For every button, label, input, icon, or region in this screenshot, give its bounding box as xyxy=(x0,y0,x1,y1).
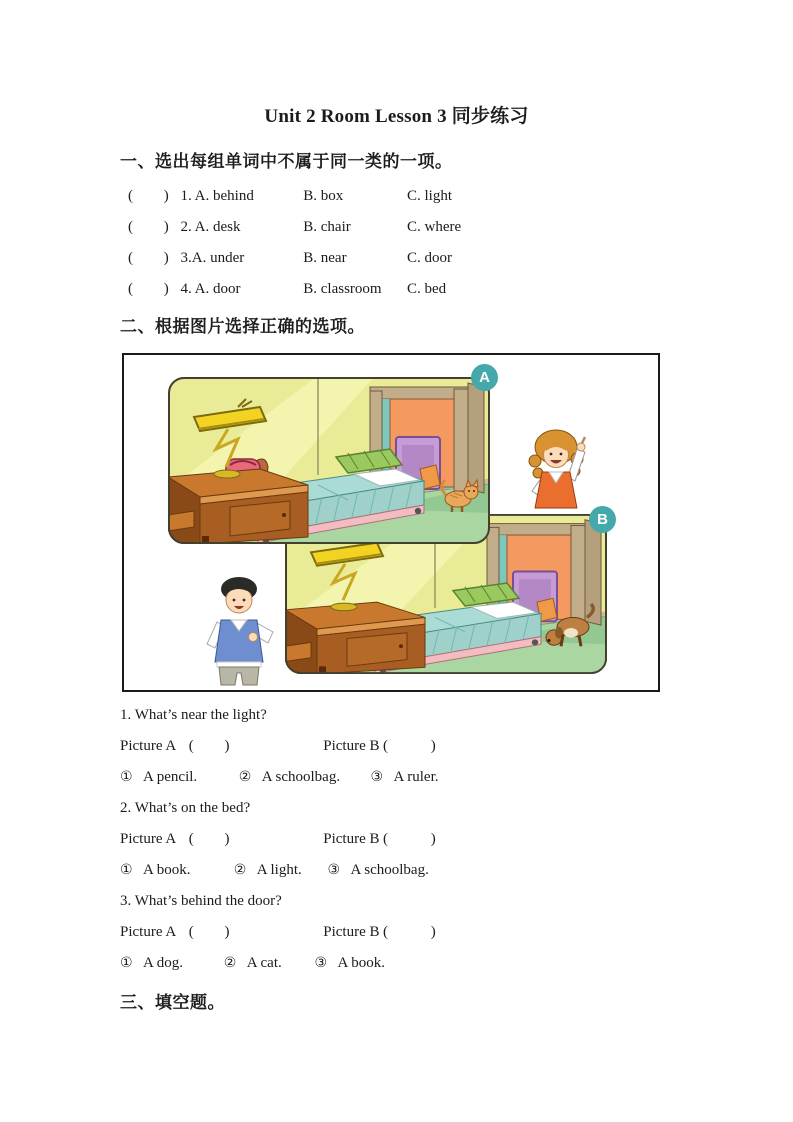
lamp-base xyxy=(331,603,357,611)
word-choice-row xyxy=(120,243,680,274)
choice-3-text: A book. xyxy=(337,955,386,971)
choice-1-marker: ① xyxy=(120,955,133,971)
option-b: B. classroom xyxy=(303,281,382,297)
picture-b-label: Picture B xyxy=(323,831,380,847)
choice-2-text: A cat. xyxy=(246,955,282,971)
answer-paren-close: ) xyxy=(163,188,169,204)
option-c: C. bed xyxy=(407,281,447,297)
answer-paren-open: ( xyxy=(128,281,133,297)
picture-a-label: Picture A xyxy=(120,738,177,754)
choice-1 xyxy=(120,762,235,793)
option-a: 3.A. under xyxy=(180,250,245,266)
choice-3 xyxy=(371,762,439,793)
choice-2-text: A schoolbag. xyxy=(261,769,341,785)
picture-a-paren-close: ) xyxy=(224,738,230,754)
word-choice-row xyxy=(120,274,680,305)
boy-standing xyxy=(207,577,273,685)
picture-b-label: Picture B xyxy=(323,738,380,754)
choice-3-text: A ruler. xyxy=(393,769,439,785)
choice-3 xyxy=(328,855,429,886)
picture-b-paren-close: ) xyxy=(430,831,436,847)
room-a-illustration xyxy=(168,377,490,544)
picture-a-label: Picture A xyxy=(120,831,177,847)
door-leaf xyxy=(468,383,484,493)
choice-3-marker: ③ xyxy=(370,769,384,785)
choice-1 xyxy=(120,855,230,886)
boy-character xyxy=(197,574,283,688)
choice-1-text: A pencil. xyxy=(143,769,198,785)
section-one-rows xyxy=(120,181,680,305)
option-b: B. box xyxy=(303,188,344,204)
answer-line xyxy=(120,731,700,762)
option-c: C. where xyxy=(407,219,462,235)
answer-paren-open: ( xyxy=(128,250,133,266)
choice-1-text: A book. xyxy=(143,862,191,878)
answer-paren-close: ) xyxy=(163,219,169,235)
options-line xyxy=(120,948,700,979)
girl-character xyxy=(520,425,594,509)
choice-2 xyxy=(239,762,367,793)
picture-b-label: Picture B xyxy=(323,924,380,940)
picture-b-paren-open: ( xyxy=(383,738,388,754)
picture-b-paren-open: ( xyxy=(383,924,388,940)
answer-line xyxy=(120,824,700,855)
choice-3-text: A schoolbag. xyxy=(350,862,429,878)
choice-1 xyxy=(120,948,220,979)
picture-a-paren-open: ( xyxy=(188,924,194,940)
question-prompt: 3. What’s behind the door? xyxy=(120,893,282,909)
answer-paren-close: ) xyxy=(163,250,169,266)
choice-3 xyxy=(315,948,386,979)
option-a: 1. A. behind xyxy=(180,188,254,204)
picture-question xyxy=(120,886,700,979)
word-choice-row xyxy=(120,181,680,212)
picture-a-paren-close: ) xyxy=(224,924,230,940)
section-three-heading: 三、填空题。 xyxy=(120,993,225,1012)
choice-1-text: A dog. xyxy=(143,955,184,971)
options-line xyxy=(120,762,700,793)
option-a: 2. A. desk xyxy=(180,219,241,235)
picture-a-paren-close: ) xyxy=(224,831,230,847)
question-prompt: 1. What’s near the light? xyxy=(120,707,267,723)
picture-a-badge: A xyxy=(471,364,498,391)
option-c: C. light xyxy=(407,188,453,204)
answer-line xyxy=(120,917,700,948)
choice-1-marker: ① xyxy=(120,862,133,878)
choice-2-marker: ② xyxy=(238,769,252,785)
question-prompt: 2. What’s on the bed? xyxy=(120,800,251,816)
open-drawer xyxy=(285,642,311,661)
picture-question xyxy=(120,700,700,793)
desk xyxy=(285,602,425,674)
section-two-heading: 二、根据图片选择正确的选项。 xyxy=(120,317,365,336)
picture-frame xyxy=(122,353,660,692)
option-b: B. near xyxy=(303,250,347,266)
answer-paren-close: ) xyxy=(163,281,169,297)
page-title: Unit 2 Room Lesson 3 同步练习 xyxy=(264,106,529,127)
lamp-base xyxy=(214,470,240,478)
picture-question xyxy=(120,793,700,886)
choice-2-marker: ② xyxy=(233,862,247,878)
choice-3-marker: ③ xyxy=(314,955,328,971)
desk xyxy=(168,469,308,544)
choice-2-marker: ② xyxy=(223,955,237,971)
section-one-heading: 一、选出每组单词中不属于同一类的一项。 xyxy=(120,152,453,171)
choice-1-marker: ① xyxy=(120,769,133,785)
choice-2-text: A light. xyxy=(256,862,302,878)
option-c: C. door xyxy=(407,250,452,266)
option-b: B. chair xyxy=(303,219,351,235)
picture-b-paren-close: ) xyxy=(430,738,436,754)
picture-b-paren-open: ( xyxy=(383,831,388,847)
picture-a-paren-open: ( xyxy=(188,831,194,847)
answer-paren-open: ( xyxy=(128,188,133,204)
section-two-questions xyxy=(120,700,700,979)
open-drawer xyxy=(168,511,194,531)
choice-2 xyxy=(234,855,324,886)
answer-paren-open: ( xyxy=(128,219,133,235)
choice-2 xyxy=(224,948,311,979)
options-line xyxy=(120,855,700,886)
choice-3-marker: ③ xyxy=(327,862,341,878)
picture-a-paren-open: ( xyxy=(188,738,194,754)
option-a: 4. A. door xyxy=(180,281,241,297)
picture-b-badge: B xyxy=(589,506,616,533)
word-choice-row xyxy=(120,212,680,243)
girl-pointing xyxy=(529,430,585,508)
picture-a-label: Picture A xyxy=(120,924,177,940)
picture-b-paren-close: ) xyxy=(430,924,436,940)
